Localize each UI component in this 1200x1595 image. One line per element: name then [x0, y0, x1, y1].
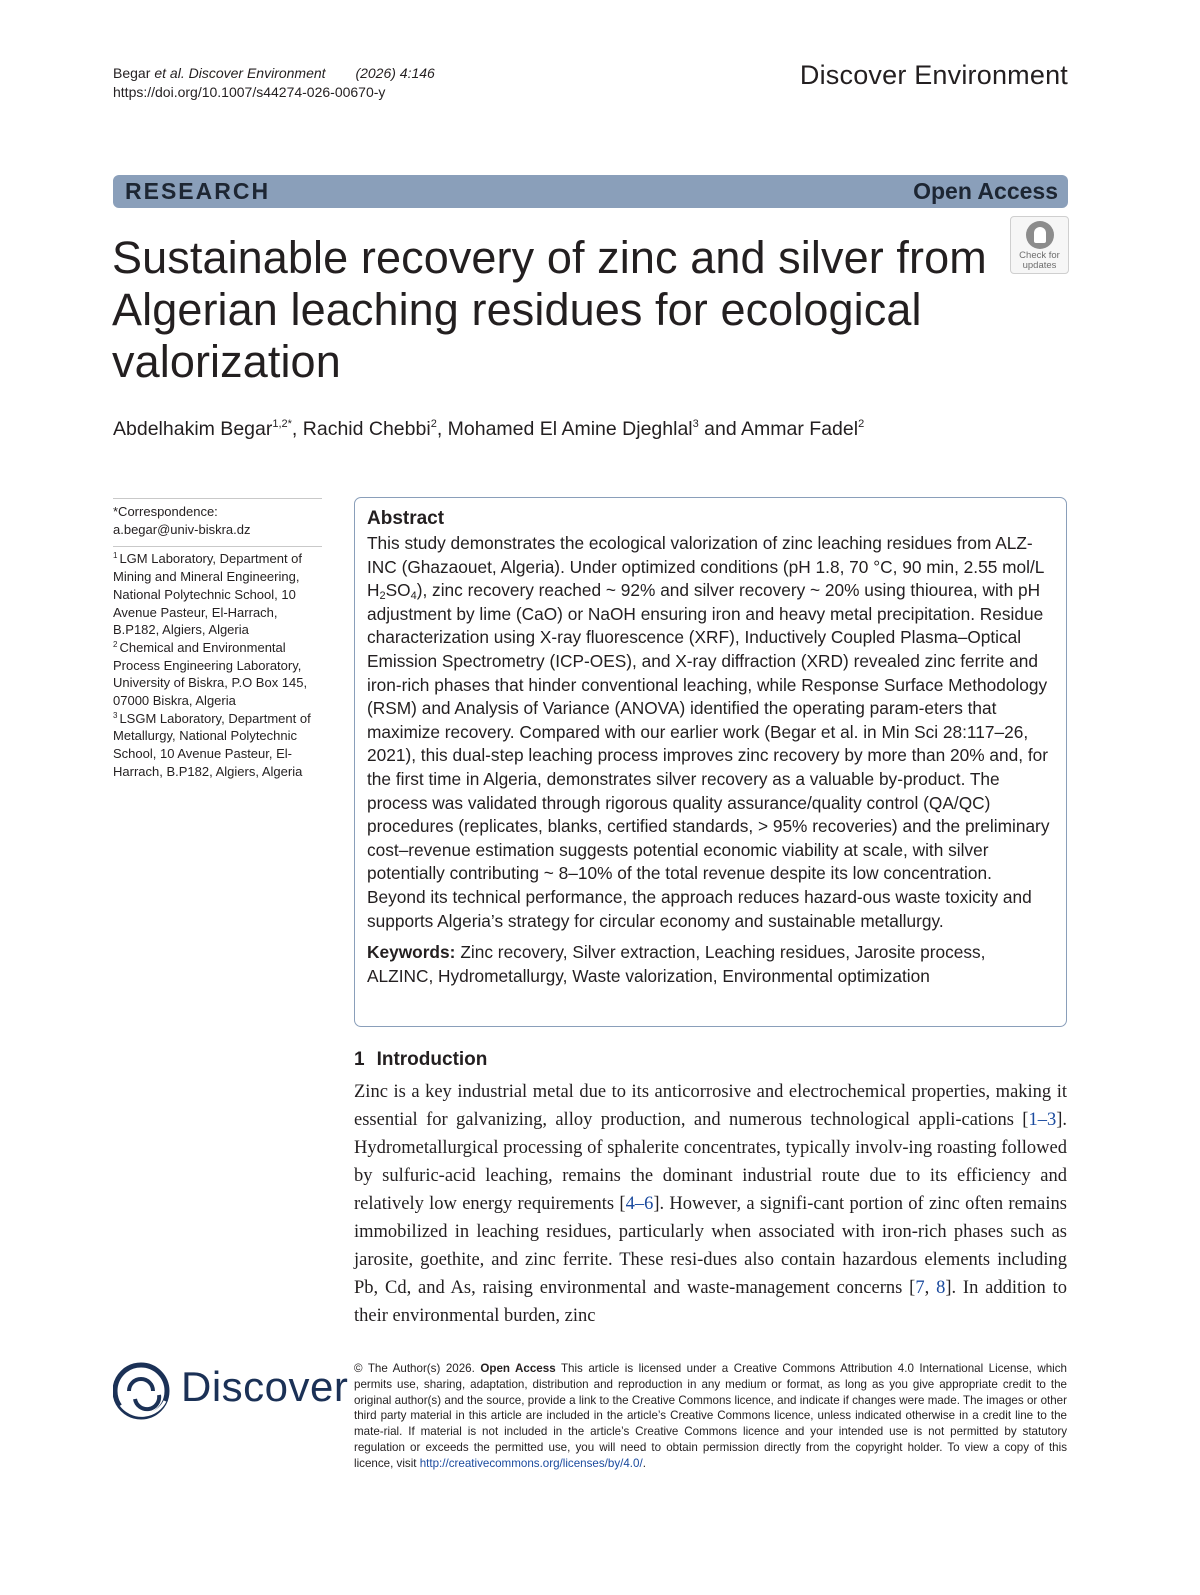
journal-name: Discover Environment [799, 60, 1068, 90]
author-1[interactable]: Abdelhakim Begar$^{1,2*}$ [113, 418, 292, 440]
doi-link[interactable]: https://doi.org/10.1007/s44274-026-00670-y [113, 84, 386, 100]
abstract-heading: Abstract [367, 508, 445, 529]
correspondence-email[interactable]: a.begar@univ-biskra.dz [113, 521, 251, 537]
keywords-label: Keywords: [367, 942, 456, 963]
citation-link[interactable]: 4–6 [625, 1194, 654, 1214]
keywords-list: Zinc recovery, Silver extraction, Leaching residues, Jarosite process, ALZINC, Hydrometallurgy, Waste valorization, Environmental optimization [367, 942, 986, 986]
citation-link[interactable]: 8 [936, 1278, 946, 1298]
open-access-label: Open Access [913, 178, 1058, 204]
author-2[interactable]: Rachid Chebbi$^2$ [302, 418, 437, 440]
affiliation-3: $^3$ LSGM Laboratory, Department of Metallurgy, National Polytechnic School, 10 Avenue Pasteur, El-Harrach, B.P182, Algiers, Algeria [113, 710, 311, 779]
running-header [113, 64, 439, 102]
affiliation-2: $^2$ Chemical and Environmental Process Engineering Laboratory, University of Biskra, P.O Box 145, 07000 Biskra, Algeria [113, 639, 308, 709]
section-heading: 1 Introduction [354, 1049, 488, 1070]
article-type-band [113, 175, 1068, 208]
abstract-text: This study demonstrates the ecological valorization of zinc leaching residues from ALZ-INC (Ghazaouet, Algeria). Under optimized conditions (pH 1.8, 70 °C, 90 min, 2.55 mol/L $H_2SO_4$), zinc recovery reached ~ 92% and silver recovery ~ 20% using thiourea, with pH adjustment by lime (CaO) or NaOH ensuring iron and heavy metal precipitation. Residue characterization using X-ray fluorescence (XRF), Inductively Coupled Plasma–Optical Emission Spectrometry (ICP-OES), and X-ray diffraction (XRD) revealed zinc ferrite and iron-rich phases that hinder conventional leaching, while Response Surface Methodology (RSM) and Analysis of Variance (ANOVA) identified the operating param-eters that maximize recovery. Compared with our earlier work (Begar et al. in Min Sci 28:117–26, 2021), this dual-step leaching process improves zinc recovery by more than 20% and, for the first time in Algeria, demonstrates silver recovery as a valuable by-product. The process was validated through rigorous quality assurance/quality control (QA/QC) procedures (replicates, blanks, certified standards, > 95% recoveries) and the preliminary cost–revenue estimation suggests potential economic viability at scale, with silver potentially contributing ~ 8–10% of the total revenue despite its low concentration. Beyond its technical performance, the approach reduces hazard-ous waste toxicity and supports Algeria’s strategy for circular economy and sustainable metallurgy. [367, 533, 1050, 931]
citation-link[interactable]: 1–3 [1028, 1110, 1057, 1130]
keywords [367, 941, 1054, 988]
license-notice: © The Author(s) 2026. Open Access This article is licensed under a Creative Commons Attribution 4.0 International License, which permits use, sharing, adaptation, distribution and reproduction in any medium or format, as long as you give appropriate credit to the original author(s) and the source, provide a link to the Creative Commons licence, and indicate if changes were made. The images or other third party material in this article are included in the article’s Creative Commons licence, unless indicated otherwise in a credit line to the mate-rial. If material is not included in the article’s Creative Commons licence and your intended use is not permitted by statutory regulation or exceeds the permitted use, you will need to obtain permission directly from the copyright holder. To view a copy of this licence, visit http://creativecommons.org/licenses/by/4.0/. [354, 1362, 1067, 1470]
check-for-updates-button[interactable] [1010, 216, 1069, 274]
article-type: RESEARCH [125, 178, 271, 204]
author-list: Abdelhakim Begar$^{1,2*}$, Rachid Chebbi$^2$, Mohamed El Amine Djeghlal$^3$ and Ammar Fadel$^2$ [113, 418, 865, 440]
affiliation-1: $^1$ LGM Laboratory, Department of Mining and Mineral Engineering, National Polytechnic School, 10 Avenue Pasteur, El-Harrach, B.P182, Algiers, Algeria [113, 551, 303, 638]
citation-line [113, 64, 439, 83]
author-info-sidebar [113, 498, 322, 781]
citation-year-volume: (2026) 4:146 [355, 65, 435, 81]
citation-authors: Begar [113, 65, 151, 81]
correspondence-label: *Correspondence: [113, 504, 218, 519]
abstract-box [354, 497, 1067, 1027]
citation-etal: et al. [154, 65, 185, 81]
introduction-paragraph: Zinc is a key industrial metal due to its anticorrosive and electrochemical properties, making it essential for galvanizing, alloy production, and numerous technological appli-cations [1–3]. Hydrometallurgical processing of sphalerite concentrates, typically involv-ing roasting followed by sulfuric-acid leaching, remains the dominant industrial route due to its efficiency and relatively low energy requirements [4–6]. However, a signifi-cant portion of zinc often remains immobilized in leaching residues, particularly when associated with iron-rich phases such as jarosite, goethite, and zinc ferrite. These resi-dues also contain hazardous elements including Pb, Cd, and As, raising environmental and waste-management concerns [7, 8]. In addition to their environmental burden, zinc [354, 1082, 1068, 1326]
discover-logo [113, 1361, 349, 1421]
article-title: Sustainable recovery of zinc and silver from Algerian leaching residues for ecological valorization [112, 232, 987, 387]
bookmark-icon [1026, 221, 1054, 249]
citation-link[interactable]: 7 [915, 1278, 925, 1298]
correspondence [113, 499, 322, 546]
license-link[interactable]: http://creativecommons.org/licenses/by/4.0/ [419, 1456, 643, 1470]
brand-wordmark: Discover [181, 1363, 349, 1410]
author-4[interactable]: Ammar Fadel$^2$ [741, 418, 865, 440]
check-for-updates-label: Check for updates [1019, 250, 1060, 271]
citation-journal: Discover Environment [188, 65, 326, 81]
introduction-section [354, 1049, 1067, 1330]
discover-logo-icon [113, 1361, 175, 1421]
author-3[interactable]: Mohamed El Amine Djeghlal$^3$ [447, 418, 699, 440]
affiliations [113, 547, 322, 780]
